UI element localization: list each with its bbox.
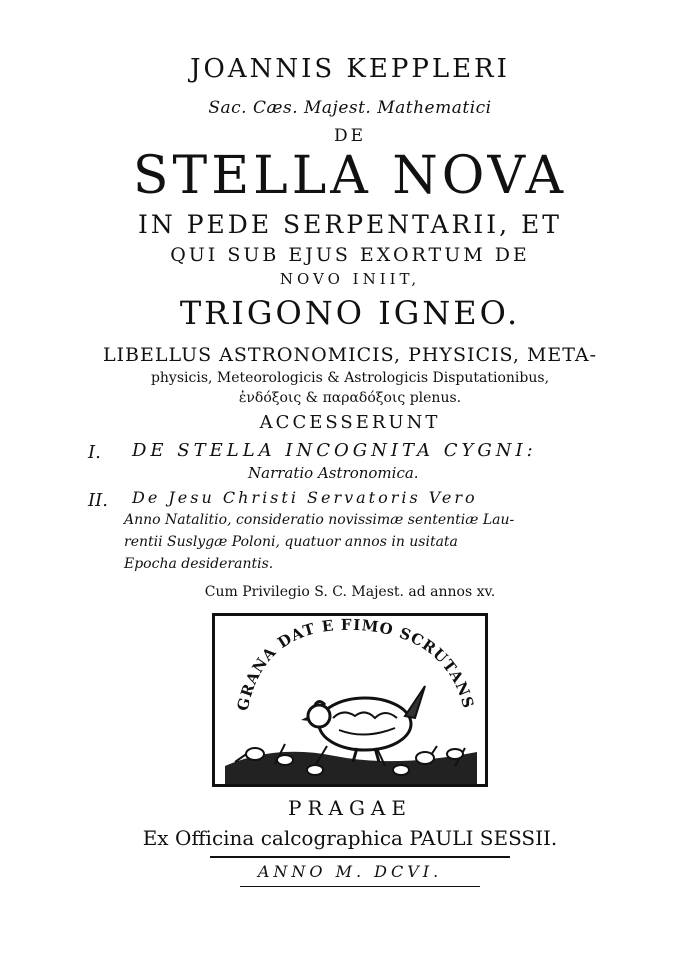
hen-with-chicks-icon bbox=[215, 616, 485, 784]
item-line: Anno Natalitio, consideratio novissimæ sententiæ Lau- bbox=[124, 512, 515, 528]
item-line: DE STELLA INCOGNITA CYGNI: bbox=[132, 440, 537, 461]
imprint-year: ANNO M. DCVI. bbox=[257, 862, 443, 881]
trigono-igneo: TRIGONO IGNEO. bbox=[179, 294, 521, 332]
subtitle-line-1: IN PEDE SERPENTARII, ET bbox=[138, 210, 562, 239]
libellus-line-3: ἐνδόξοις & παραδόξοις plenus. bbox=[238, 390, 462, 406]
accesserunt: ACCESSERUNT bbox=[259, 412, 441, 433]
imprint-place: PRAGAE bbox=[288, 796, 412, 820]
item-numeral: II. bbox=[88, 490, 108, 511]
author-name: JOANNIS KEPPLERI bbox=[190, 54, 510, 84]
privilege-line: Cum Privilegio S. C. Majest. ad annos xv. bbox=[204, 584, 496, 600]
imprint-printer: Ex Officina calcographica PAULI SESSII. bbox=[142, 826, 558, 850]
item-line: Epocha desiderantis. bbox=[124, 556, 274, 572]
appendix-item-2 bbox=[88, 488, 648, 578]
divider-rule bbox=[210, 856, 510, 858]
item-line: De Jesu Christi Servatoris Vero bbox=[132, 488, 478, 507]
subtitle-line-2: QUI SUB EJUS EXORTUM DE bbox=[170, 244, 530, 266]
appendix-item-1 bbox=[88, 440, 648, 486]
de-word: DE bbox=[333, 126, 367, 146]
item-line: rentii Suslygæ Poloni, quatuor annos in usitata bbox=[124, 534, 458, 550]
libellus-line-2: physicis, Meteorologicis & Astrologicis Disputationibus, bbox=[150, 370, 550, 386]
item-line: Narratio Astronomica. bbox=[248, 464, 419, 482]
printer-emblem bbox=[212, 613, 488, 787]
subtitle-line-3: NOVO INIIT, bbox=[279, 270, 421, 288]
libellus-line-1: LIBELLUS ASTRONOMICIS, PHYSICIS, META- bbox=[102, 344, 598, 366]
main-title: STELLA NOVA bbox=[132, 146, 568, 206]
item-numeral: I. bbox=[88, 442, 101, 463]
emblem-motto: GRANA DAT E FIMO SCRUTANS bbox=[233, 616, 478, 713]
author-title: Sac. Cæs. Majest. Mathematici bbox=[208, 98, 492, 118]
divider-rule bbox=[240, 886, 480, 887]
